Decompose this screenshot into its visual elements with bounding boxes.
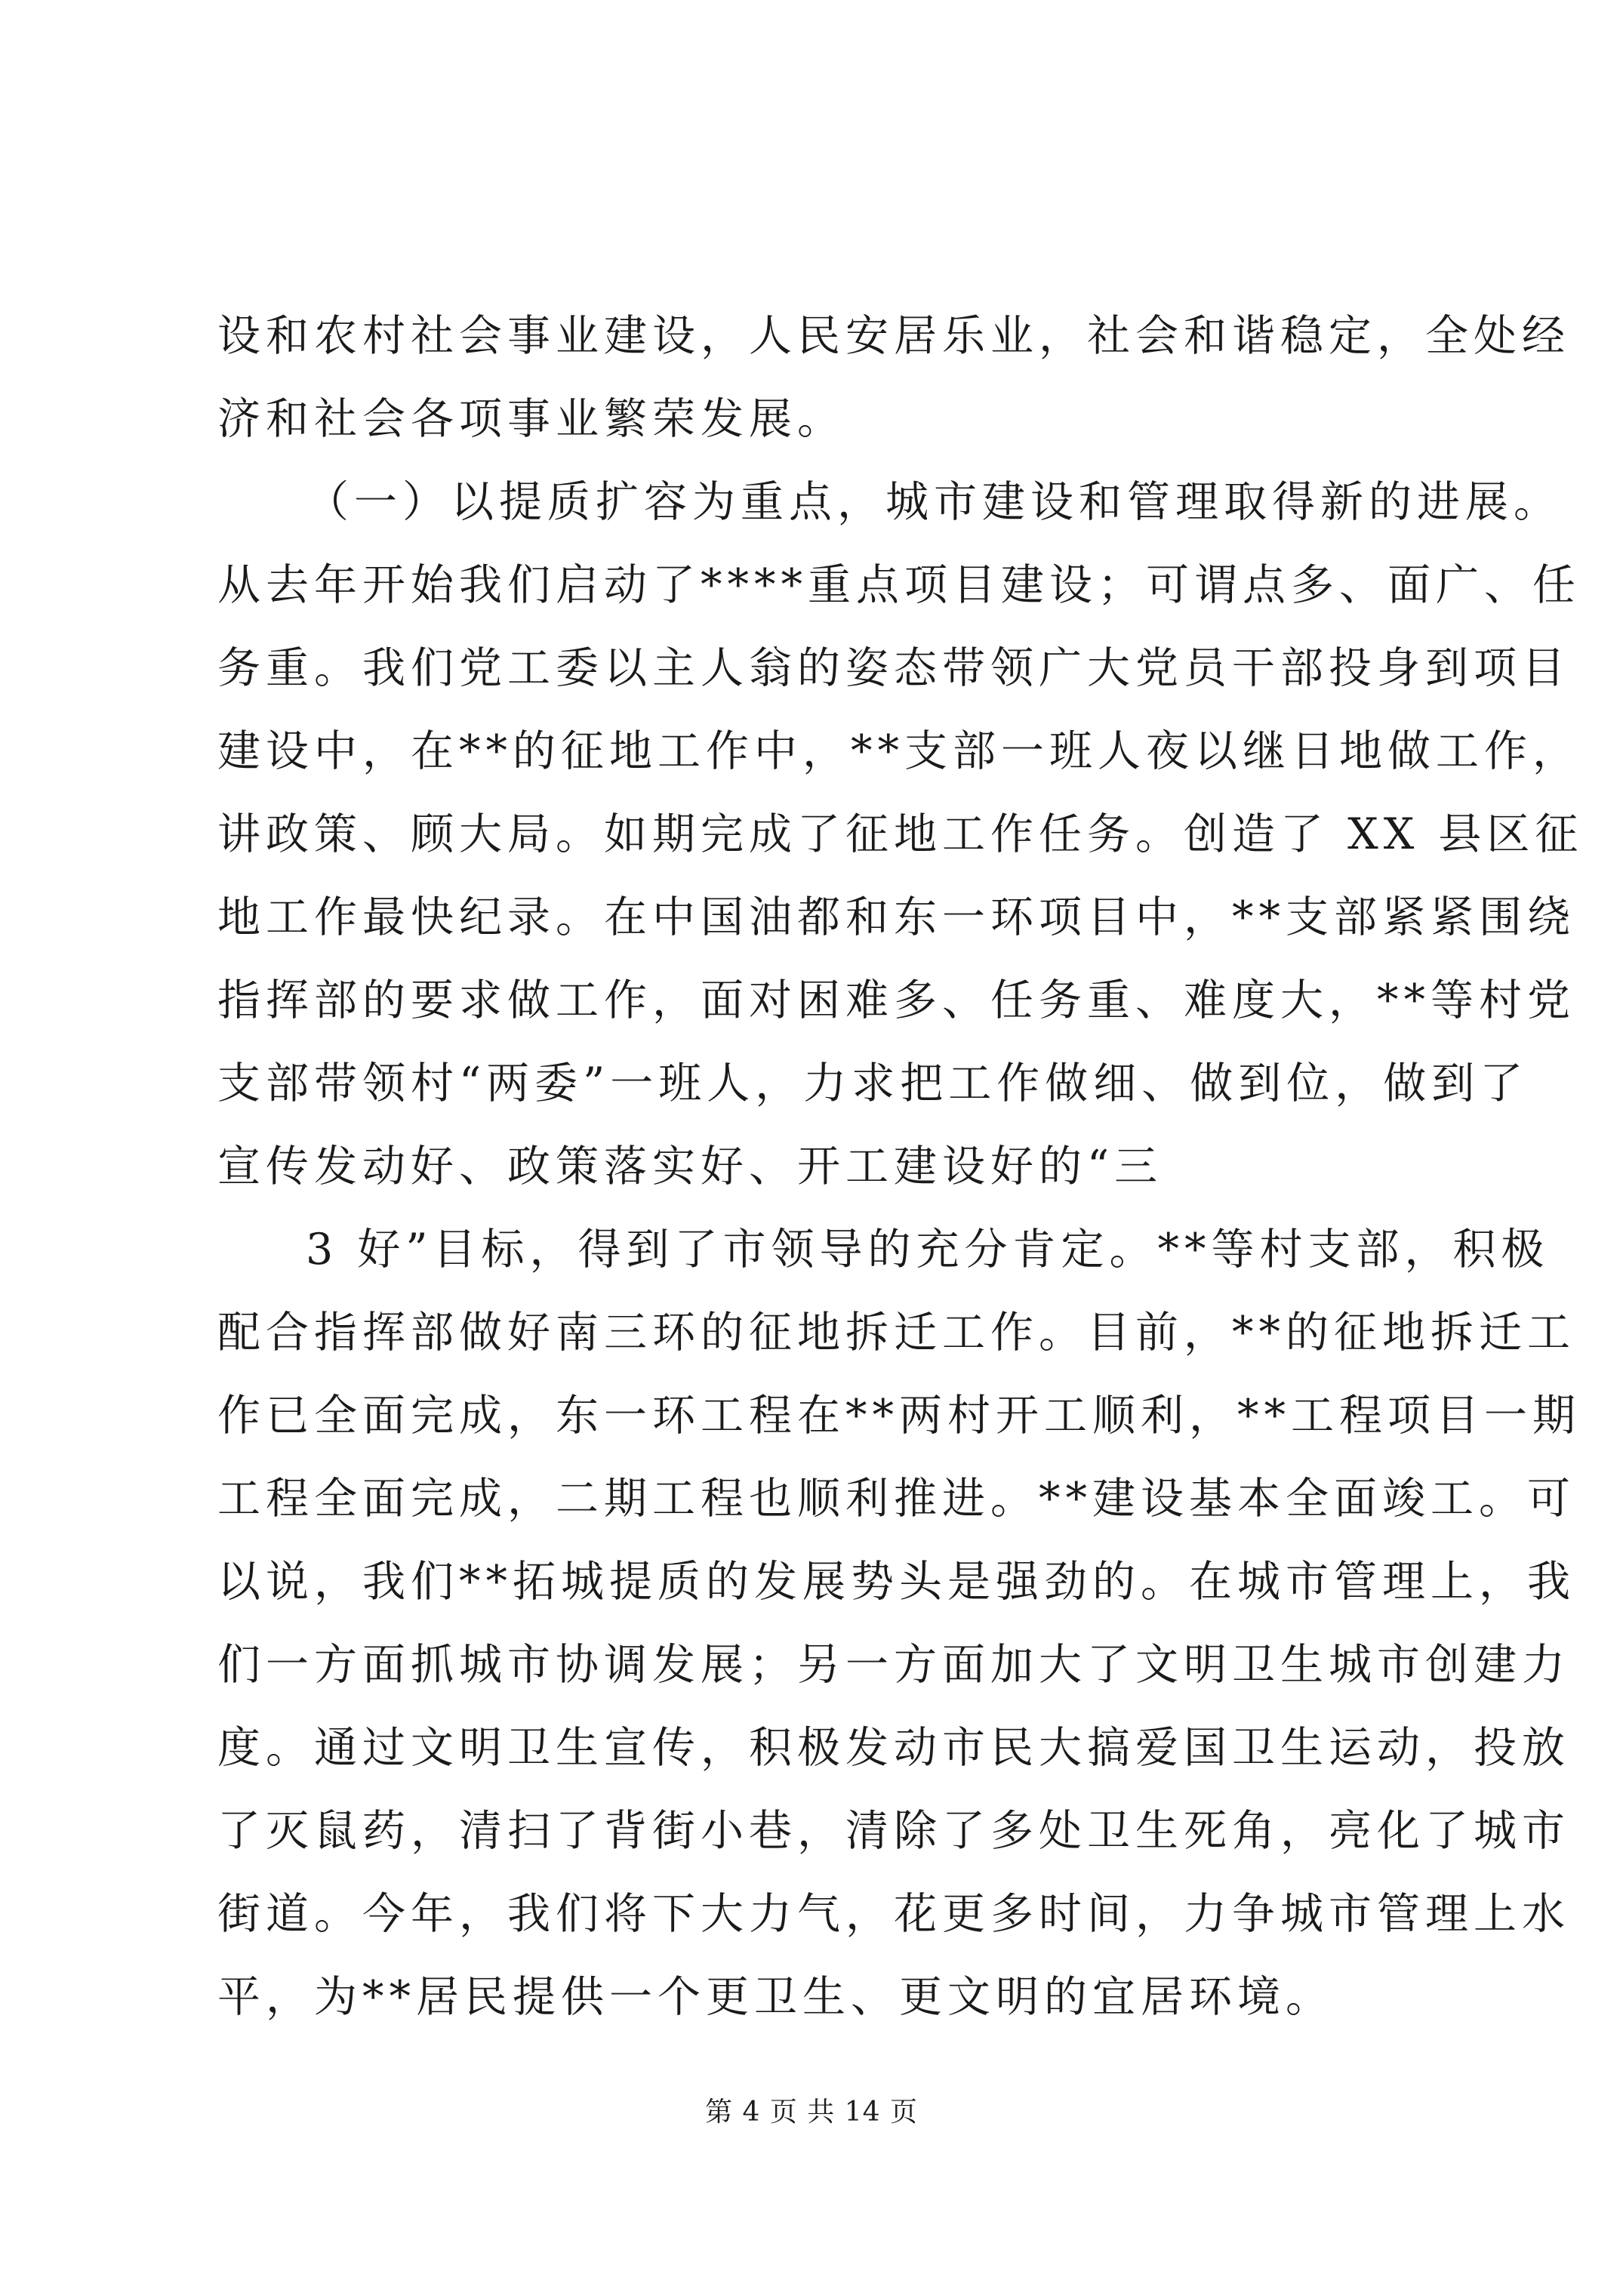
- page-number-footer: 第 4 页 共 14 页: [705, 2097, 918, 2128]
- body-text-line: 地工作最快纪录。在中国油都和东一环项目中，**支部紧紧围绕: [217, 892, 1575, 942]
- body-text-line: 以说，我们**拓城提质的发展势头是强劲的。在城市管理上，我: [217, 1557, 1575, 1607]
- body-text-line: 了灭鼠药，清扫了背街小巷，清除了多处卫生死角，亮化了城市: [217, 1806, 1570, 1856]
- body-text-line: 务重。我们党工委以主人翁的姿态带领广大党员干部投身到项目: [217, 643, 1570, 693]
- body-text-line: 建设中，在**的征地工作中，**支部一班人夜以继日地做工作，: [217, 726, 1581, 776]
- body-text-line: 街道。今年，我们将下大力气，花更多时间，力争城市管理上水: [217, 1889, 1570, 1939]
- body-text-line: 指挥部的要求做工作，面对困难多、任务重、难度大，**等村党: [217, 975, 1575, 1025]
- body-text-line: 从去年开始我们启动了****重点项目建设；可谓点多、面广、任: [217, 560, 1581, 610]
- body-text-line: 们一方面抓城市协调发展；另一方面加大了文明卫生城市创建力: [217, 1640, 1570, 1690]
- body-text-line: 宣传发动好、政策落实好、开工建设好的“三: [217, 1142, 1163, 1191]
- body-text-line: 济和社会各项事业繁荣发展。: [217, 394, 845, 444]
- body-text-line: 支部带领村“两委”一班人，力求把工作做细、做到位，做到了: [217, 1059, 1529, 1108]
- body-text-line: 度。通过文明卫生宣传，积极发动市民大搞爱国卫生运动，投放: [217, 1723, 1570, 1773]
- body-text-line: 配合指挥部做好南三环的征地拆迁工作。目前，**的征地拆迁工: [217, 1308, 1575, 1358]
- body-text-line: 工程全面完成，二期工程也顺利推进。**建设基本全面竣工。可: [217, 1474, 1575, 1524]
- body-text-line: 设和农村社会事业建设，人民安居乐业，社会和谐稳定，全处经: [217, 311, 1570, 361]
- body-text-line: 讲政策、顾大局。如期完成了征地工作任务。创造了 XX 县区征: [217, 809, 1584, 859]
- body-text-line: 平，为**居民提供一个更卫生、更文明的宜居环境。: [217, 1972, 1334, 2022]
- body-text-line: 3 好”目标，得到了市领导的充分肯定。**等村支部，积极: [306, 1225, 1550, 1274]
- body-text-line: 作已全面完成，东一环工程在**两村开工顺利，**工程项目一期: [217, 1391, 1581, 1441]
- section-heading-line: （一）以提质扩容为重点，城市建设和管理取得新的进展。: [306, 477, 1562, 527]
